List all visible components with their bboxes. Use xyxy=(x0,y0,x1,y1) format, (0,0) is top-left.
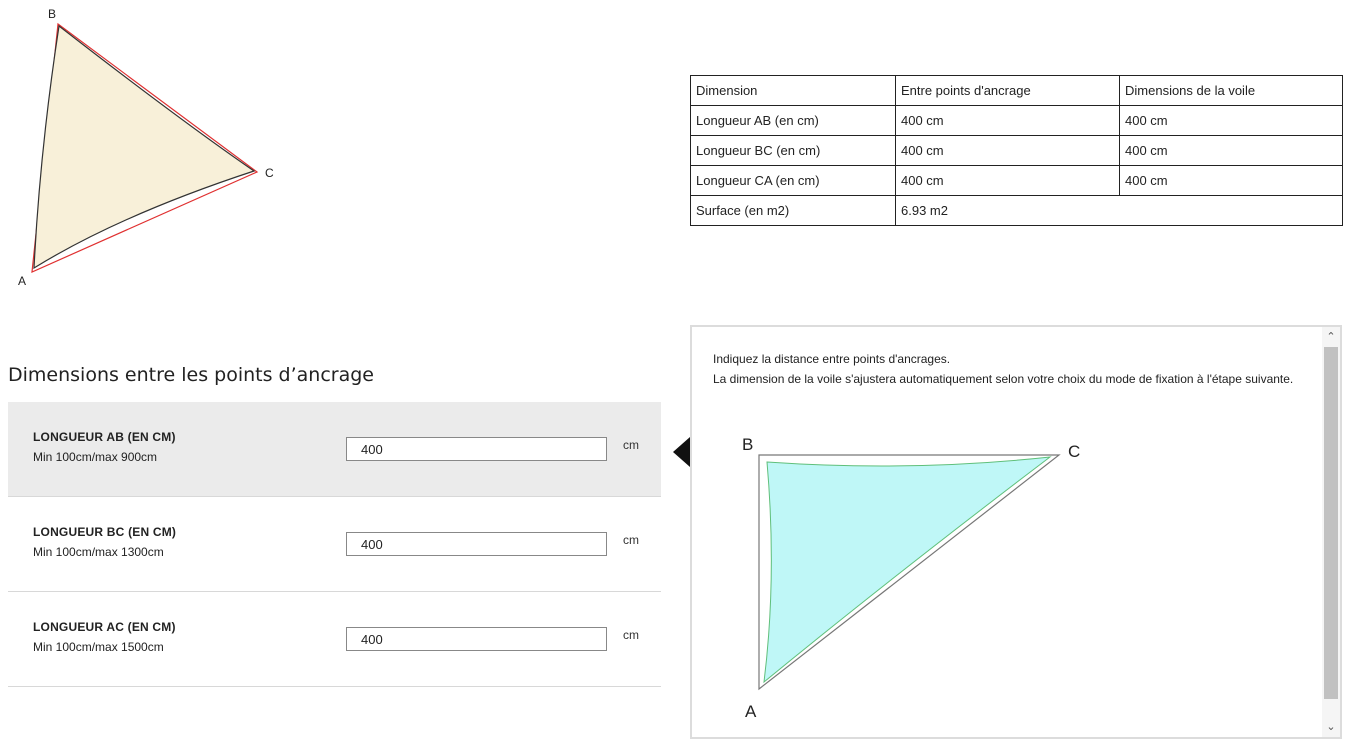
table-header-row xyxy=(691,76,1343,106)
table-cell-label: Surface (en m2) xyxy=(691,196,896,226)
unit-label: cm xyxy=(623,533,639,547)
table-cell-anchor: 400 cm xyxy=(896,166,1120,196)
vertex-b-label: B xyxy=(48,7,57,21)
scroll-up-arrow-icon[interactable]: ⌃ xyxy=(1326,331,1336,343)
length-ac-input[interactable] xyxy=(346,627,607,651)
vertex-c-label: C xyxy=(1068,442,1081,461)
sail-shape xyxy=(764,457,1050,682)
anchor-distance-diagram xyxy=(732,427,1092,727)
scrollbar[interactable] xyxy=(1322,327,1340,737)
field-hint: Min 100cm/max 900cm xyxy=(33,450,158,464)
field-row-bc[interactable] xyxy=(8,497,661,592)
section-title: Dimensions entre les points d’ancrage xyxy=(8,364,374,386)
table-cell-label: Longueur BC (en cm) xyxy=(691,136,896,166)
field-row-ab[interactable] xyxy=(8,402,661,497)
unit-label: cm xyxy=(623,438,639,452)
table-cell-surface-value: 6.93 m2 xyxy=(896,196,1343,226)
field-row-ac[interactable] xyxy=(8,592,661,687)
table-header-cell: Entre points d'ancrage xyxy=(896,76,1120,106)
scrollbar-thumb[interactable] xyxy=(1324,347,1338,699)
table-header-cell: Dimensions de la voile xyxy=(1120,76,1343,106)
info-text xyxy=(713,349,1303,389)
length-bc-input[interactable] xyxy=(346,532,607,556)
unit-label: cm xyxy=(623,628,639,642)
table-cell-label: Longueur AB (en cm) xyxy=(691,106,896,136)
info-line-1: Indiquez la distance entre points d'ancrages. xyxy=(713,352,951,366)
table-cell-sail: 400 cm xyxy=(1120,106,1343,136)
table-row xyxy=(691,106,1343,136)
sail-preview-diagram xyxy=(10,0,310,300)
pointer-arrow-icon xyxy=(673,437,690,467)
info-panel[interactable] xyxy=(690,325,1342,739)
table-cell-label: Longueur CA (en cm) xyxy=(691,166,896,196)
vertex-a-label: A xyxy=(18,274,27,288)
table-cell-sail: 400 cm xyxy=(1120,136,1343,166)
sail-shape xyxy=(34,26,254,268)
dimensions-table xyxy=(690,75,1343,226)
table-cell-sail: 400 cm xyxy=(1120,166,1343,196)
length-ab-input[interactable] xyxy=(346,437,607,461)
info-line-2: La dimension de la voile s'ajustera automatiquement selon votre choix du mode de fixation à l'étape suivante. xyxy=(713,372,1294,386)
table-cell-anchor: 400 cm xyxy=(896,136,1120,166)
field-label: LONGUEUR BC (EN CM) xyxy=(33,525,177,539)
field-label: LONGUEUR AB (EN CM) xyxy=(33,430,176,444)
field-label: LONGUEUR AC (EN CM) xyxy=(33,620,176,634)
vertex-a-label: A xyxy=(745,702,757,721)
table-cell-anchor: 400 cm xyxy=(896,106,1120,136)
table-header-cell: Dimension xyxy=(691,76,896,106)
vertex-c-label: C xyxy=(265,166,274,180)
field-hint: Min 100cm/max 1300cm xyxy=(33,545,164,559)
table-row xyxy=(691,136,1343,166)
vertex-b-label: B xyxy=(742,435,754,454)
scroll-down-arrow-icon[interactable]: ⌄ xyxy=(1326,721,1336,733)
table-row xyxy=(691,166,1343,196)
field-hint: Min 100cm/max 1500cm xyxy=(33,640,164,654)
table-row-surface xyxy=(691,196,1343,226)
